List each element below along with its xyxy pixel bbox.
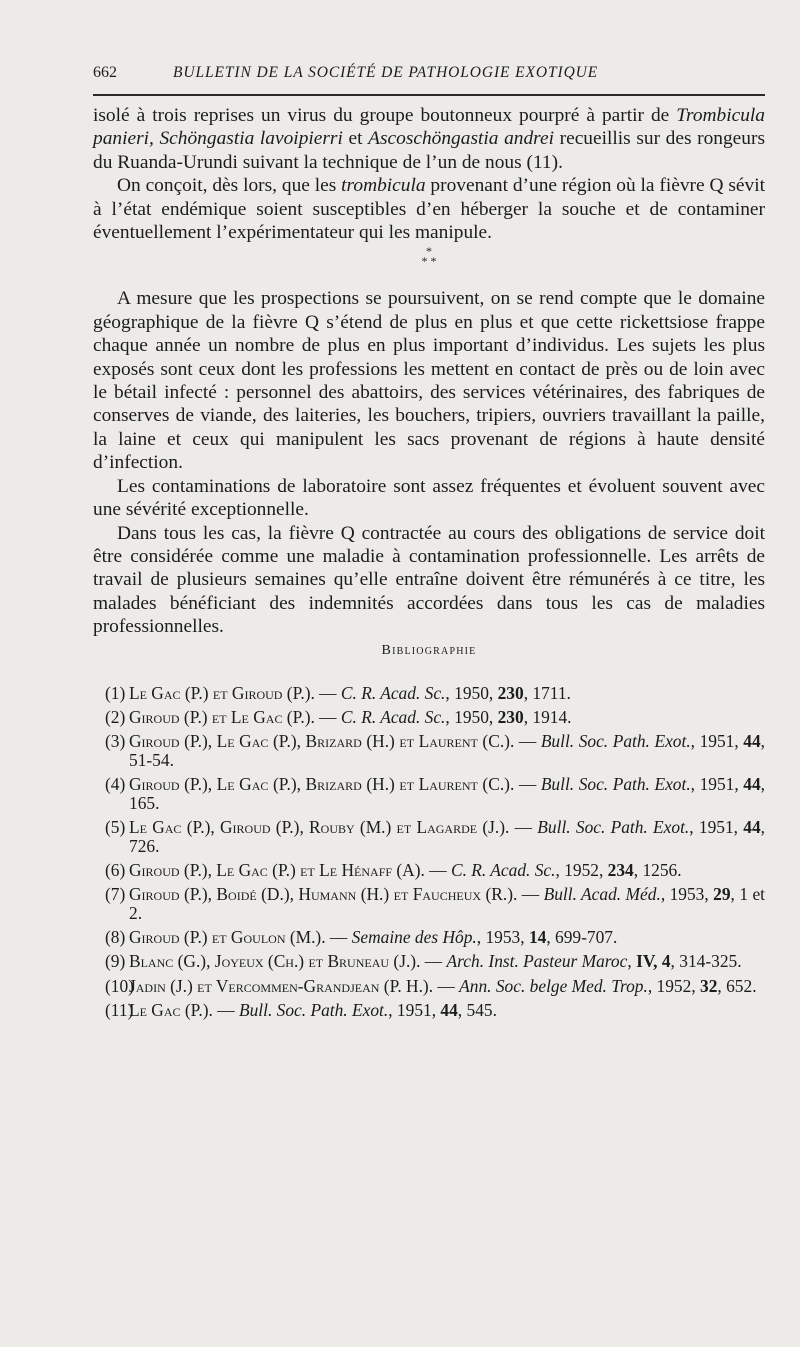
ref-pages: , 1 et 2. [129, 884, 765, 923]
ref-text [129, 818, 765, 855]
bibliography-entry [93, 928, 765, 947]
ref-volume: 230 [497, 682, 524, 703]
ref-pages: , 652. [717, 975, 757, 996]
ref-year: , 1951, [689, 817, 744, 838]
bibliography-entry [93, 775, 765, 812]
ref-authors: Giroud (P.), Boidé (D.), Humann (H.) et Faucheux (R.). — [129, 884, 544, 905]
ref-text [129, 977, 765, 996]
ref-volume: 234 [607, 860, 634, 881]
bibliography-entry [93, 1001, 765, 1020]
ref-volume: 44 [743, 774, 761, 795]
ref-authors: Le Gac (P.). — [129, 999, 239, 1020]
p2-text-a: On conçoit, dès lors, que les [117, 175, 342, 197]
ref-source: Semaine des Hôp. [351, 927, 477, 948]
ref-source: Ann. Soc. belge Med. Trop. [459, 975, 648, 996]
ref-pages: , 726. [129, 817, 765, 856]
ref-number: (10) [105, 975, 134, 996]
ref-text [129, 861, 765, 880]
ref-volume: IV, 4 [636, 951, 671, 972]
ref-year: , 1952, [555, 860, 608, 881]
ref-pages: , 1914. [523, 707, 572, 728]
bibliography-entry [93, 684, 765, 703]
ref-number: (7) [105, 884, 126, 905]
ref-source: Arch. Inst. Pasteur Maroc [446, 951, 628, 972]
p1-text-e: recueillis sur des rongeurs du Ruanda-Urundi suivant la technique de l’un de nous (11). [93, 128, 765, 173]
ref-authors: Giroud (P.) et Goulon (M.). — [129, 927, 352, 948]
ref-pages: , 51-54. [129, 731, 765, 771]
ref-year: , 1952, [647, 975, 701, 996]
ref-text [129, 684, 765, 703]
ref-year: , [627, 951, 637, 972]
ref-source: Bull. Soc. Path. Exot. [537, 817, 690, 838]
ref-year: , 1953, [476, 927, 529, 948]
bibliography-title: Bibliographie [381, 642, 477, 658]
ref-text [129, 1001, 765, 1020]
p2-genus: trombicula [341, 175, 426, 197]
separator-top: * [426, 244, 432, 259]
ref-text [129, 952, 765, 971]
p1-species-a: Trombicula panieri, Schöngastia lavoipierri [93, 105, 765, 150]
ref-authors: Giroud (P.), Le Gac (P.), Brizard (H.) et Laurent (C.). — [129, 774, 541, 795]
p1-text-a: isolé à trois reprises un virus du groupe boutonneux pourpré à partir de [93, 105, 677, 126]
ref-number: (11) [105, 999, 134, 1020]
ref-authors: Giroud (P.) et Le Gac (P.). — [129, 707, 341, 728]
bibliography-entry [93, 977, 765, 996]
ref-number: (3) [105, 731, 126, 752]
ref-volume: 32 [700, 975, 718, 996]
ref-year: , 1951, [690, 731, 744, 752]
ref-number: (9) [105, 951, 126, 972]
header-rule [93, 94, 765, 96]
ref-authors: Jadin (J.) et Vercommen-Grandjean (P. H.). — [129, 975, 460, 996]
ref-pages: , 165. [129, 774, 765, 813]
running-header [93, 64, 765, 82]
ref-volume: 44 [743, 731, 761, 752]
ref-year: , 1950, [445, 707, 498, 728]
journal-title: BULLETIN DE LA SOCIÉTÉ DE PATHOLOGIE EXOTIQUE [173, 64, 599, 81]
ref-authors: Le Gac (P.), Giroud (P.), Rouby (M.) et Lagarde (J.). — [129, 817, 538, 838]
ref-year: , 1951, [690, 774, 744, 795]
ref-authors: Le Gac (P.) et Giroud (P.). — [129, 682, 341, 703]
ref-source: C. R. Acad. Sc. [340, 682, 446, 703]
ref-volume: 44 [743, 817, 761, 838]
ref-source: Bull. Soc. Path. Exot. [238, 999, 389, 1020]
ref-year: , 1951, [388, 999, 441, 1020]
p1-species-b: Ascoschöngastia andrei [368, 128, 554, 150]
ref-number: (4) [105, 774, 126, 795]
paragraph-3: A mesure que les prospections se poursuivent, on se rend compte que le domaine géographique de la fièvre Q s’étend de plus en plus et que cette rickettsiose frappe chaque année un nombre de plus en plus important d’individus. Les sujets les plus exposés sont ceux dont les professions les mettent en contact de près ou de loin avec le bétail infecté : personnel des abattoirs, des services vétérinaires, des fabriques de conserves de viande, des laiteries, les bouchers, tripiers, ouvriers travaillant la paille, la laine et ceux qui manipulent les sacs provenant de régions à haute densité d’infection. [93, 288, 765, 474]
separator-bottom: * * [421, 254, 437, 269]
paragraph-1 [93, 104, 765, 174]
p1-text-c: et [342, 128, 369, 150]
bibliography-entry [93, 861, 765, 880]
section-separator [93, 244, 765, 269]
bibliography-entry [93, 818, 765, 855]
ref-authors: Giroud (P.), Le Gac (P.) et Le Hénaff (A). — [129, 860, 451, 881]
ref-number: (8) [105, 927, 126, 948]
ref-text [129, 708, 765, 727]
article-body [93, 104, 765, 1025]
ref-volume: 29 [713, 884, 731, 905]
ref-text [129, 885, 765, 922]
bibliography-entry [93, 952, 765, 971]
ref-year: , 1950, [445, 682, 498, 703]
bibliography-entry [93, 732, 765, 769]
ref-year: , 1953, [660, 884, 714, 905]
ref-pages: , 1256. [633, 860, 682, 881]
ref-source: Bull. Acad. Méd. [543, 884, 661, 905]
ref-number: (2) [105, 707, 126, 728]
paragraph-4: Les contaminations de laboratoire sont assez fréquentes et évoluent souvent avec une sévérité exceptionnelle. [93, 475, 765, 521]
ref-pages: , 545. [457, 999, 497, 1020]
page-number: 662 [93, 64, 117, 81]
paragraph-5: Dans tous les cas, la fièvre Q contractée au cours des obligations de service doit être considérée comme une maladie à contamination professionnelle. Les arrêts de travail de plusieurs semaines qu’elle entraîne doivent être rémunérés à ce titre, les malades bénéficiant des indemnités accordées dans tous les cas de maladies professionnelles. [93, 522, 765, 638]
paragraph-2 [93, 174, 765, 244]
ref-text [129, 775, 765, 812]
ref-authors: Giroud (P.), Le Gac (P.), Brizard (H.) et Laurent (C.). — [129, 731, 541, 752]
ref-text [129, 928, 765, 947]
p2-text-c: provenant d’une région où la fièvre Q sévit à l’état endémique soient susceptibles d’en héberger la souche et de contaminer éventuellement l’expérimentateur qui les manipule. [93, 175, 765, 244]
ref-number: (1) [105, 682, 126, 703]
ref-number: (5) [105, 817, 126, 838]
ref-authors: Blanc (G.), Joyeux (Ch.) et Bruneau (J.). — [129, 951, 447, 972]
ref-source: C. R. Acad. Sc. [340, 707, 446, 728]
ref-source: Bull. Soc. Path. Exot. [540, 774, 691, 795]
bibliography-entry [93, 708, 765, 727]
ref-number: (6) [105, 860, 126, 881]
ref-pages: , 1711. [523, 682, 571, 703]
ref-pages: , 314-325. [670, 951, 742, 972]
ref-volume: 230 [497, 707, 524, 728]
ref-source: C. R. Acad. Sc. [450, 860, 556, 881]
bibliography-list [93, 684, 765, 1020]
ref-pages: , 699-707. [546, 927, 618, 948]
ref-volume: 44 [440, 999, 458, 1020]
ref-volume: 14 [528, 927, 547, 948]
bibliography-entry [93, 885, 765, 922]
ref-source: Bull. Soc. Path. Exot. [540, 731, 691, 752]
ref-text [129, 732, 765, 769]
